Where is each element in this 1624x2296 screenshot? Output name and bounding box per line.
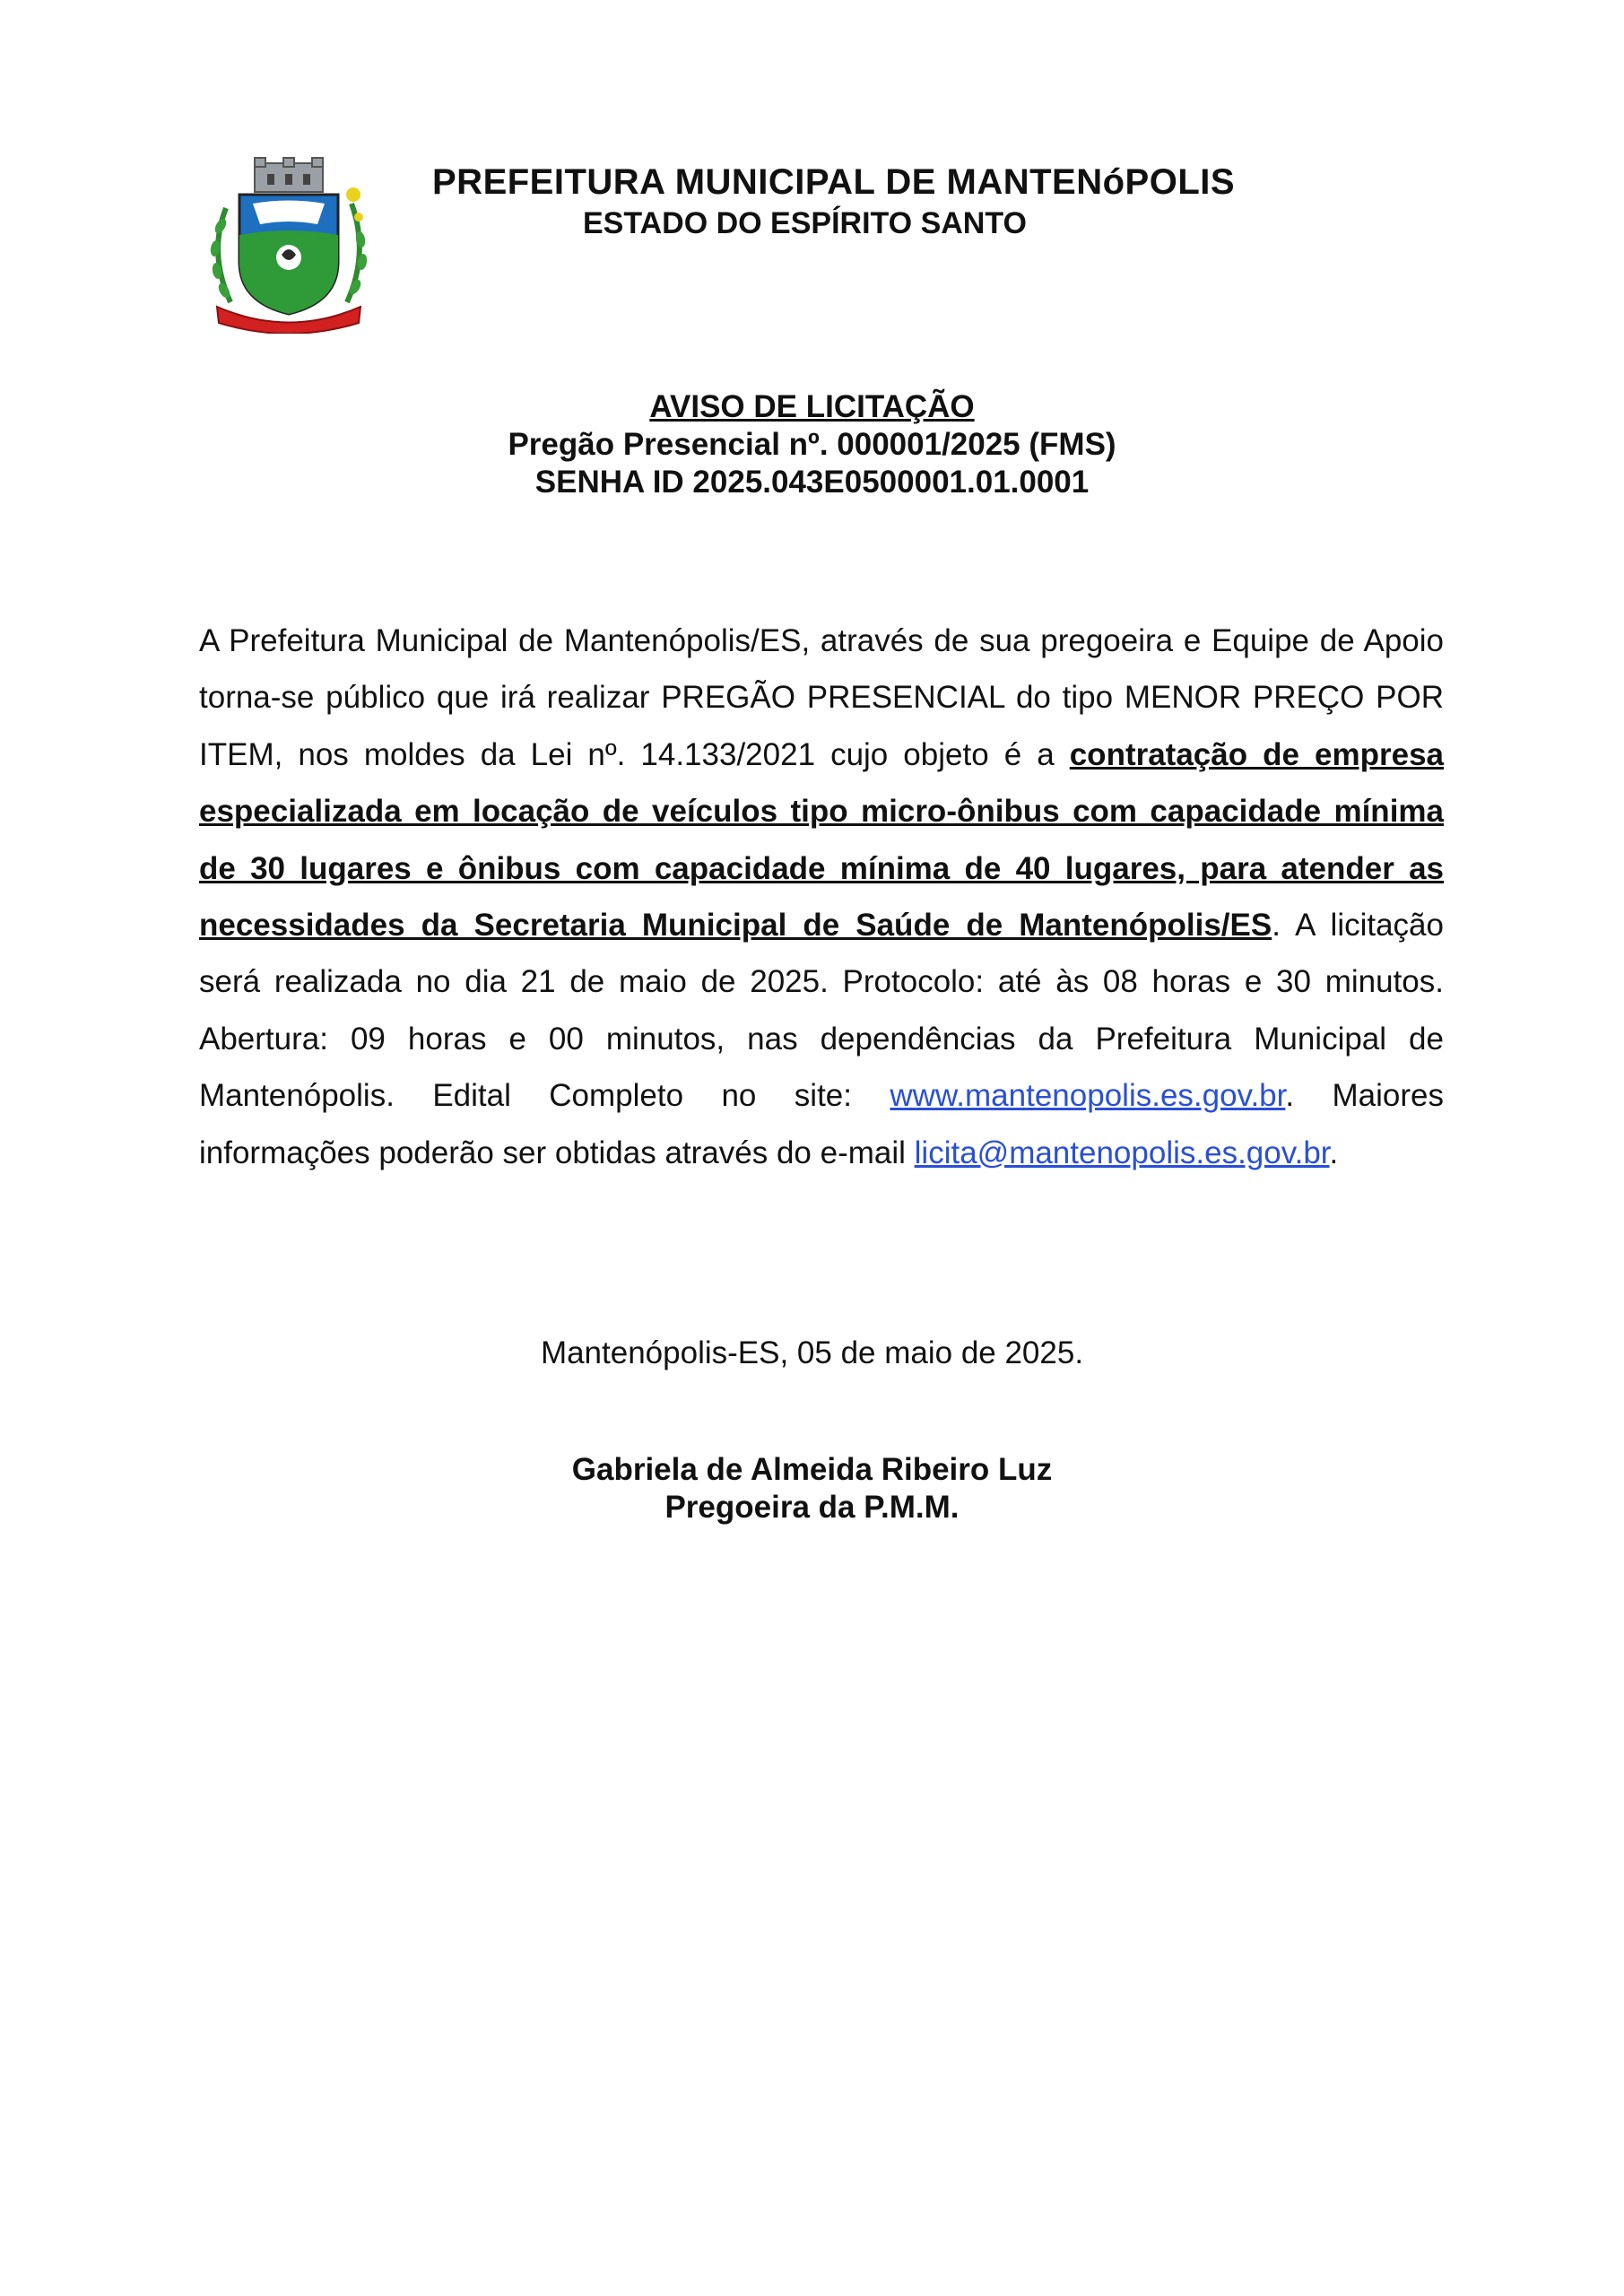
body-intro: A Prefeitura Municipal de Mantenópolis/ES, através de sua pregoeira e Equipe de Apoio torna-se público que irá realizar PREGÃO PRESENCIAL do tipo MENOR PREÇO POR ITEM, nos moldes da Lei nº. 14.133/2021 cujo objeto é a xyxy=(199,623,1444,772)
body-details: . A licitação será realizada no dia 21 de maio de 2025. Protocolo: até às 08 horas e 30 minutos. Abertura: 09 horas e 00 minutos, nas dependências da Prefeitura Municipal de Mantenópolis. Edital Completo no site: xyxy=(199,908,1444,1114)
notice-body-paragraph xyxy=(199,613,1444,1181)
body-more-info: . Maiores informações poderão ser obtidas através do e-mail xyxy=(199,1078,1445,1170)
website-link[interactable]: www.mantenopolis.es.gov.br xyxy=(890,1078,1286,1114)
place-date: Mantenópolis-ES, 05 de maio de 2025. xyxy=(540,1335,1084,1370)
page-subtitle: ESTADO DO ESPÍRITO SANTO xyxy=(583,206,1027,240)
password-id: SENHA ID 2025.043E0500001.01.0001 xyxy=(534,465,1090,500)
signer-name: Gabriela de Almeida Ribeiro Luz xyxy=(571,1452,1053,1487)
email-link[interactable]: licita@mantenopolis.es.gov.br xyxy=(914,1135,1330,1170)
notice-heading-block xyxy=(0,388,1624,501)
signature-block xyxy=(0,1451,1624,1526)
signer-role: Pregoeira da P.M.M. xyxy=(664,1490,960,1525)
body-end: . xyxy=(1329,1135,1339,1170)
notice-heading: AVISO DE LICITAÇÃO xyxy=(649,389,975,424)
page-title: PREFEITURA MUNICIPAL DE MANTENóPOLIS xyxy=(432,162,1236,202)
process-number: Pregão Presencial nº. 000001/2025 (FMS) xyxy=(508,427,1116,462)
contract-object: contratação de empresa especializada em locação de veículos tipo micro-ônibus com capacidade mínima de 30 lugares e ônibus com capacidade mínima de 40 lugares, para atender as necessidades da Secretaria Municipal de Saúde de Mantenópolis/ES xyxy=(199,736,1445,944)
